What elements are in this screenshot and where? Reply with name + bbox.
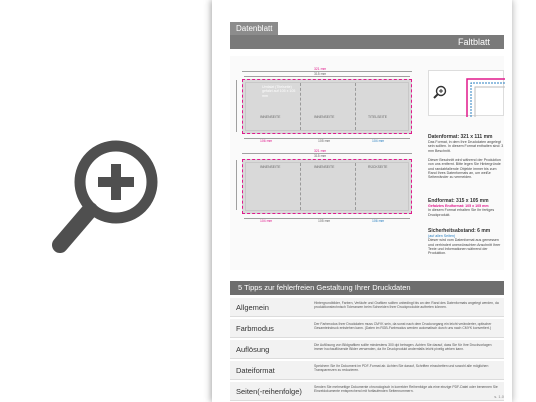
zoom-in-icon[interactable] <box>48 130 168 265</box>
info-sicherheit <box>428 228 504 255</box>
tip-text: Hintergrundbilder, Farben, Verläufe und Grafiken sollten unbedingt bis an den Rand des Datenformats angelegt werden, da produktionstechnisch Toleranzen beim Schneiden Ihrer Druckprodukte auftreten können. <box>314 301 499 310</box>
sicherheit-text: Dieser wird vom Datenformat aus gemessen und verhindert unerwünschten Anschnitt Ihrer Texte und Informationen während der Produktion. <box>428 238 501 256</box>
segment-dim: 104 mm <box>372 139 385 143</box>
info-endformat <box>428 198 504 217</box>
tip-label: Allgemein <box>236 303 269 312</box>
datasheet-page <box>212 0 512 402</box>
tip-label: Dateiformat <box>236 366 275 375</box>
tip-row <box>230 361 504 380</box>
tip-row <box>230 298 504 317</box>
fold-line <box>300 83 301 130</box>
datenformat-title: Datenformat: 321 x 111 mm <box>428 134 493 140</box>
dim-line <box>242 71 412 72</box>
tip-row <box>230 382 504 401</box>
dim-width-inner: 315 mm <box>314 72 327 76</box>
segment-label: RÜCKSEITE <box>368 165 388 169</box>
tip-row <box>230 319 504 338</box>
dim-vline <box>236 160 237 210</box>
doc-title: Faltblatt <box>230 35 504 49</box>
datenformat-text: Das Format, in dem Ihre Druckdaten angelegt sein sollten. In diesem Format enthalten sind: 3 mm Beschnitt. <box>428 140 504 153</box>
tip-label: Farbmodus <box>236 324 274 333</box>
tip-text: Speichern Sie Ihr Dokument im PDF-Format ab. Achten Sie darauf, Schriften einzubetten und sowohl alle möglichen Transparenzen zu reduzieren. <box>314 364 489 373</box>
dim-vline <box>236 80 237 132</box>
dim-width-total: 321 mm <box>314 67 327 71</box>
segment-dim: 104 mm <box>260 219 273 223</box>
fold-line <box>300 163 301 210</box>
page-number: s. 1.0 <box>494 394 504 399</box>
segment-dim: 105 mm <box>318 219 331 223</box>
zoom-small-icon <box>433 85 447 99</box>
folding-diagram <box>230 56 504 270</box>
sicherheit-title: Sicherheitsabstand: 6 mm <box>428 228 491 234</box>
tip-text: Der Farbmodus Ihrer Druckdaten muss CMYK sein, da sonst nach dem Druckvorgang ein leicht veränderter, optischer Gesamteindruck entstehen kann. (Daten im RGB-Farbmodus werden automatisch durch uns nach CMYK konvertiert.) <box>314 322 492 331</box>
top-panel <box>245 82 409 131</box>
endformat-sub: Gefalztes Endformat: 105 x 105 mm <box>428 204 489 208</box>
panel-label: Umfalzt (Titelseite) gefalzt auf 105 x 105 mm <box>262 85 296 98</box>
tips-heading: 5 Tipps zur fehlerfreien Gestaltung Ihrer Druckdaten <box>230 281 504 295</box>
endformat-text: In diesem Format erhalten Sie Ihr fertiges Druckprodukt. <box>428 208 495 217</box>
sicherheit-sub: (auf allen Seiten) <box>428 234 456 238</box>
bottom-panel <box>245 162 409 211</box>
fold-line <box>355 83 356 130</box>
segment-dim: 106 mm <box>260 139 273 143</box>
info-beschnitt: Dieser Beschnitt wird während der Produktion von uns entfernt. Bitte legen Sie Hintergründe und randabfallende Objekte immer bis zum Rand Ihres Datenformats an, um weiße Seitenränder zu vermeiden. <box>428 158 501 180</box>
tip-row <box>230 340 504 359</box>
dim-width-inner: 315 mm <box>314 154 327 158</box>
doc-tag: Datenblatt <box>230 22 278 35</box>
endformat-title: Endformat: 315 x 105 mm <box>428 198 489 204</box>
segment-label: TITELSEITE <box>368 115 388 119</box>
segment-dim: 105 mm <box>318 139 331 143</box>
fold-line <box>355 163 356 210</box>
tip-label: Auflösung <box>236 345 270 354</box>
dim-line <box>244 76 410 77</box>
dim-width-total: 321 mm <box>314 149 327 153</box>
segment-label: INNENSEITE <box>260 115 281 119</box>
segment-label: INNENSEITE <box>314 165 335 169</box>
segment-label: INNENSEITE <box>260 165 281 169</box>
segment-dim: 106 mm <box>372 219 385 223</box>
tip-text: Die Auflösung von Bildgrafiken sollte mindestens 300 dpi betragen. Achten Sie darauf, dass Sie für Ihre Druckvorlagen immer hochauflösende Bilder verwenden, da Ihr Druckprodukt andernfalls leicht pixelig wirken kann. <box>314 343 492 352</box>
segment-label: INNENSEITE <box>314 115 335 119</box>
tips-list <box>230 298 504 402</box>
dim-line <box>242 153 412 154</box>
tip-label: Seiten(-reihenfolge) <box>236 387 302 396</box>
corner-detail <box>428 70 504 116</box>
info-datenformat <box>428 134 504 153</box>
tip-text: Senden Sie mehrseitige Dokumente chronologisch in korrekter Reihenfolge als eine einzige PDF-Datei oder benennen Sie Einzeldokumente entsprechend mit fortlaufenden Seitennummern. <box>314 385 498 394</box>
